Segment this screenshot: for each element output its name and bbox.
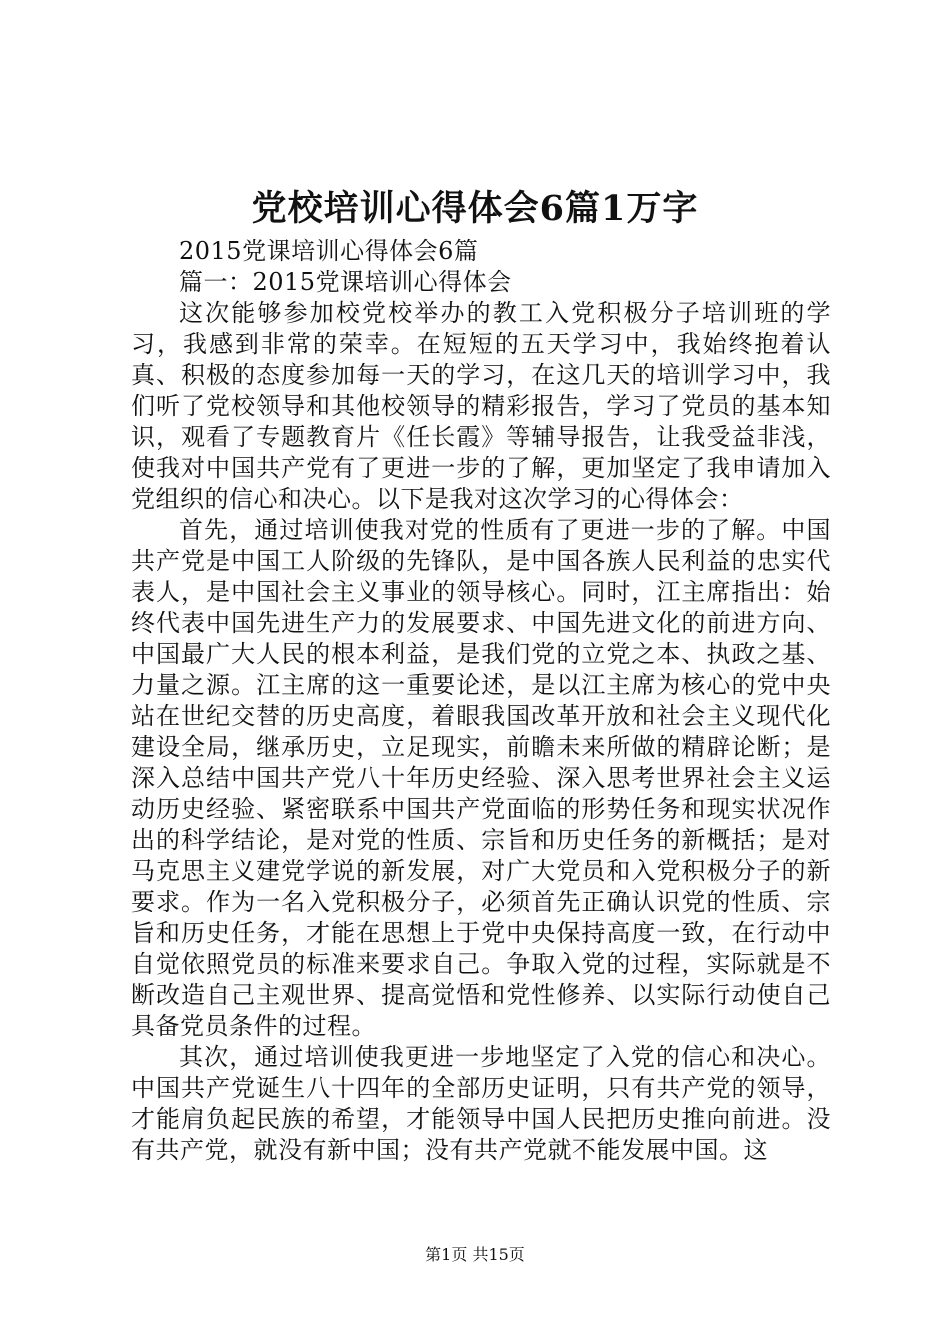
paragraph-second-point: 其次，通过培训使我更进一步地坚定了入党的信心和决心。中国共产党诞生八十四年的全部历史证明，只有共产党的领导，才能肩负起民族的希望，才能领导中国人民把历史推向前进。没有共产党，就没有新中国；没有共产党就不能发展中国。这 — [131, 1043, 831, 1164]
paragraph-first-point: 首先，通过培训使我对党的性质有了更进一步的了解。中国共产党是中国工人阶级的先锋队，是中国各族人民利益的忠实代表人，是中国社会主义事业的领导核心。同时，江主席指出：始终代表中国先进生产力的发展要求、中国先进文化的前进方向、中国最广大人民的根本利益，是我们党的立党之本、执政之基、力量之源。江主席的这一重要论述，是以江主席为核心的党中央站在世纪交替的历史高度，着眼我国改革开放和社会主义现代化建设全局，继承历史，立足现实，前瞻未来所做的精辟论断；是深入总结中国共产党八十年历史经验、深入思考世界社会主义运动历史经验、紧密联系中国共产党面临的形势任务和现实状况作出的科学结论，是对党的性质、宗旨和历史任务的新概括；是对马克思主义建党学说的新发展，对广大党员和入党积极分子的新要求。作为一名入党积极分子，必须首先正确认识党的性质、宗旨和历史任务，才能在思想上于党中央保持高度一致，在行动中自觉依照党员的标准来要求自己。争取入党的过程，实际就是不断改造自己主观世界、提高觉悟和党性修养、以实际行动使自己具备党员条件的过程。 — [131, 516, 831, 1040]
document-title: 党校培训心得体会6篇1万字 — [251, 188, 699, 229]
document-body — [131, 236, 831, 1166]
page-footer: 第1页 共15页 — [425, 1245, 525, 1264]
paragraph-intro: 这次能够参加校党校举办的教工入党积极分子培训班的学习，我感到非常的荣幸。在短短的五天学习中，我始终抱着认真、积极的态度参加每一天的学习，在这几天的培训学习中，我们听了党校领导和其他校领导的精彩报告，学习了党员的基本知识，观看了专题教育片《任长霞》等辅导报告，让我受益非浅，使我对中国共产党有了更进一步的了解，更加坚定了我申请加入党组织的信心和决心。以下是我对这次学习的心得体会： — [131, 299, 831, 513]
section-heading: 篇一：2015党课培训心得体会 — [179, 268, 512, 296]
document-subtitle: 2015党课培训心得体会6篇 — [179, 237, 479, 265]
